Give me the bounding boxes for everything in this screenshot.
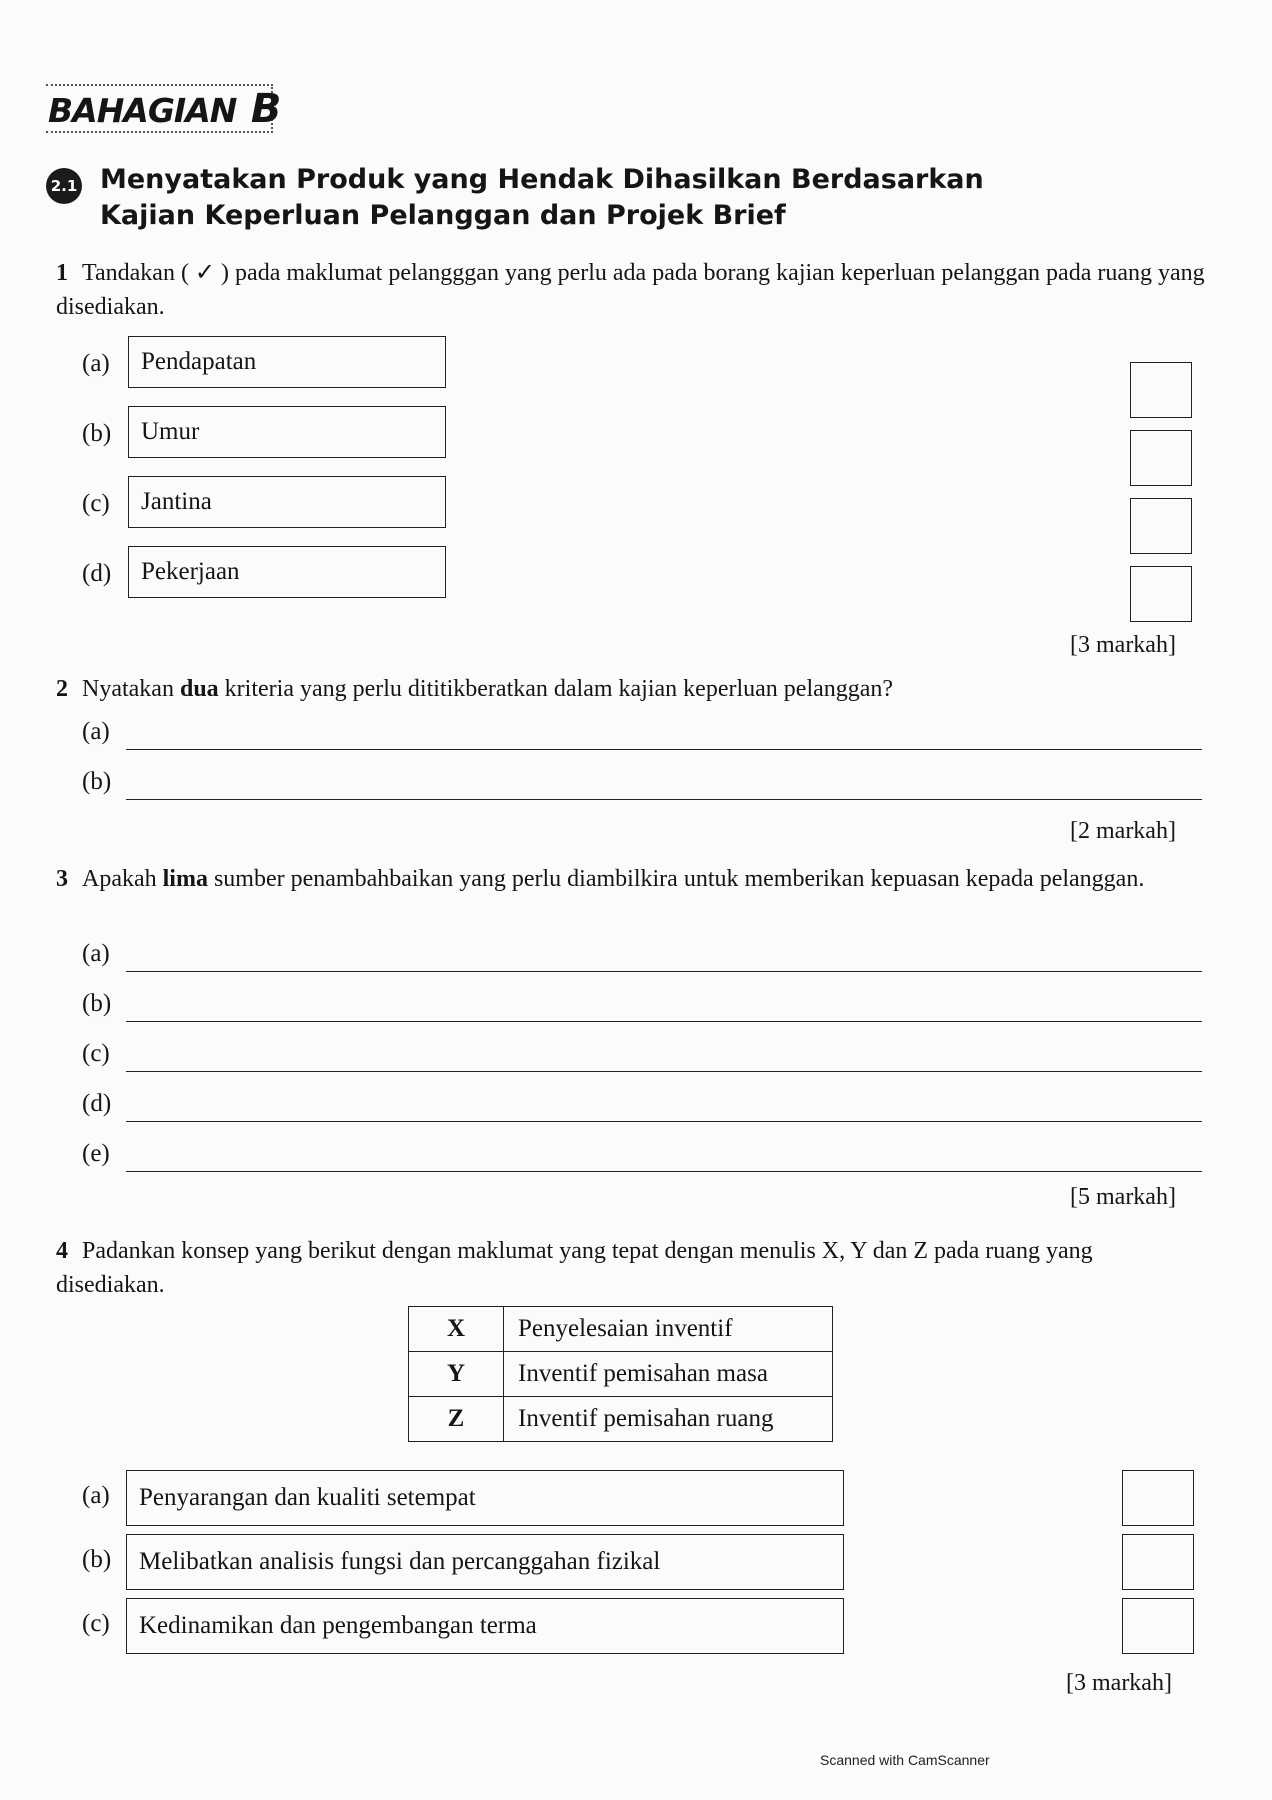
q4-marks: [3 markah] (1066, 1670, 1172, 1696)
concept-key-table (408, 1306, 833, 1442)
q2-label-a: (a) (82, 718, 110, 745)
key-concept: Inventif pemisahan masa (504, 1352, 833, 1397)
q3-answer-line-a[interactable] (126, 970, 1202, 972)
q2-label-b: (b) (82, 768, 112, 795)
section-word: BAHAGIAN (48, 91, 237, 130)
subsection-title: Menyatakan Produk yang Hendak Dihasilkan Berdasarkan Kajian Keperluan Pelanggan dan Projek Brief (100, 164, 984, 231)
q2-answer-line-b[interactable] (126, 798, 1202, 800)
q1-tick-box-2[interactable] (1130, 430, 1192, 486)
question-2 (56, 672, 1206, 706)
key-concept: Penyelesaian inventif (504, 1307, 833, 1352)
q1-option-box-b: Umur (128, 406, 446, 458)
q4-answer-box-a[interactable] (1122, 1470, 1194, 1526)
q1-option-box-a: Pendapatan (128, 336, 446, 388)
key-letter: X (409, 1307, 504, 1352)
q1-marks: [3 markah] (1070, 632, 1176, 658)
key-row (409, 1397, 833, 1442)
q1-item-label-b: (b) (82, 420, 112, 447)
q3-answer-line-d[interactable] (126, 1120, 1202, 1122)
question-text-end: kriteria yang perlu dititikberatkan dalam kajian keperluan pelanggan? (218, 676, 894, 702)
q3-answer-line-b[interactable] (126, 1020, 1202, 1022)
key-concept: Inventif pemisahan ruang (504, 1397, 833, 1442)
q1-item-label-c: (c) (82, 490, 110, 517)
question-text-start: Apakah (82, 866, 163, 892)
q1-option-box-d: Pekerjaan (128, 546, 446, 598)
question-text: Tandakan ( ✓ ) pada maklumat pelangggan yang perlu ada pada borang kajian keperluan pelanggan pada ruang yang disediakan. (56, 260, 1205, 320)
scanner-footer: Scanned with CamScanner (820, 1752, 990, 1768)
q3-label-d: (d) (82, 1090, 112, 1117)
key-letter: Y (409, 1352, 504, 1397)
key-row (409, 1352, 833, 1397)
question-number: 3 (56, 866, 68, 892)
question-text-start: Nyatakan (82, 676, 180, 702)
question-1 (56, 256, 1206, 324)
section-header (48, 86, 280, 132)
q3-label-b: (b) (82, 990, 112, 1017)
question-number: 4 (56, 1238, 68, 1264)
subsection-number-badge: 2.1 (46, 168, 82, 204)
q1-tick-box-3[interactable] (1130, 498, 1192, 554)
question-4 (56, 1234, 1206, 1302)
section-letter: B (250, 86, 281, 132)
question-text: Padankan konsep yang berikut dengan maklumat yang tepat dengan menulis X, Y dan Z pada ruang yang disediakan. (56, 1238, 1093, 1298)
key-letter: Z (409, 1397, 504, 1442)
q1-tick-box-1[interactable] (1130, 362, 1192, 418)
q4-item-label-a: (a) (82, 1482, 110, 1509)
question-text-emphasis: dua (179, 676, 219, 702)
q3-label-c: (c) (82, 1040, 110, 1067)
question-text-emphasis: lima (162, 866, 208, 892)
q3-label-a: (a) (82, 940, 110, 967)
q1-option-box-c: Jantina (128, 476, 446, 528)
q4-answer-box-c[interactable] (1122, 1598, 1194, 1654)
q2-answer-line-a[interactable] (126, 748, 1202, 750)
question-3 (56, 862, 1206, 896)
question-number: 2 (56, 676, 68, 702)
q3-answer-line-e[interactable] (126, 1170, 1202, 1172)
q3-answer-line-c[interactable] (126, 1070, 1202, 1072)
key-row (409, 1307, 833, 1352)
q1-tick-box-4[interactable] (1130, 566, 1192, 622)
q2-marks: [2 markah] (1070, 818, 1176, 844)
q4-answer-box-b[interactable] (1122, 1534, 1194, 1590)
q1-item-label-d: (d) (82, 560, 112, 587)
question-number: 1 (56, 260, 68, 286)
q4-statement-box-b: Melibatkan analisis fungsi dan percanggahan fizikal (126, 1534, 844, 1590)
q4-statement-box-c: Kedinamikan dan pengembangan terma (126, 1598, 844, 1654)
q3-marks: [5 markah] (1070, 1184, 1176, 1210)
q3-label-e: (e) (82, 1140, 110, 1167)
q4-statement-box-a: Penyarangan dan kualiti setempat (126, 1470, 844, 1526)
q1-item-label-a: (a) (82, 350, 110, 377)
q4-item-label-b: (b) (82, 1546, 112, 1573)
q4-item-label-c: (c) (82, 1610, 110, 1637)
question-text-end: sumber penambahbaikan yang perlu diambilkira untuk memberikan kepuasan kepada pelanggan. (207, 866, 1145, 892)
